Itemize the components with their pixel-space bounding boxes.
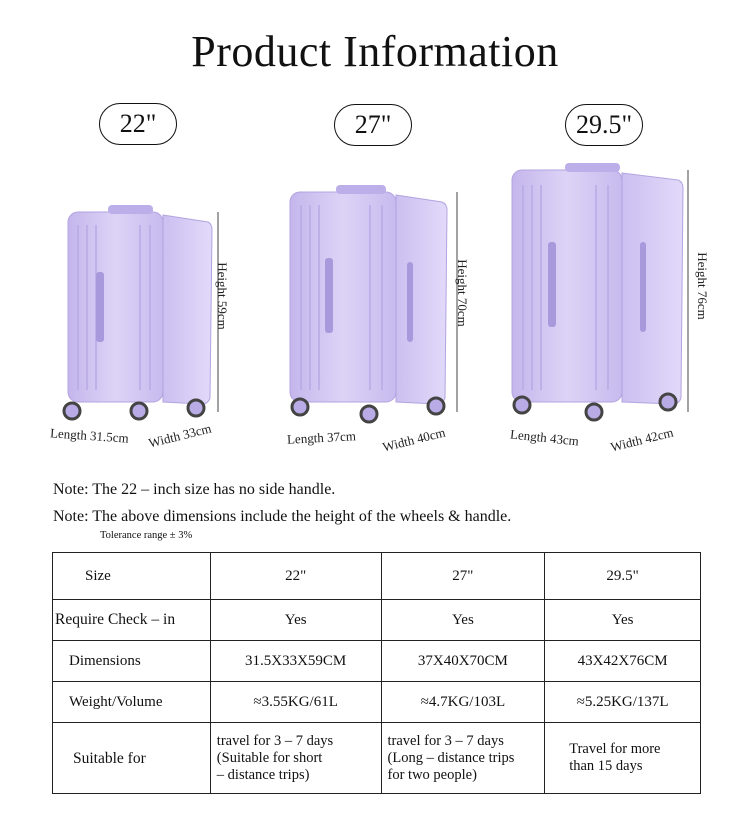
- case-27-length: Length 37cm: [286, 428, 357, 447]
- note-dimensions: Note: The above dimensions include the height of the wheels & handle.: [53, 508, 512, 525]
- suitable-line: travel for 3 – 7 days: [387, 732, 504, 749]
- table-cell: Yes: [381, 600, 545, 641]
- suitable-line: than 15 days: [569, 758, 643, 774]
- suitable-line: for two people): [387, 766, 477, 783]
- table-cell: 43X42X76CM: [545, 641, 701, 682]
- table-cell: ≈3.55KG/61L: [210, 682, 381, 723]
- luggage-27-image: [290, 185, 457, 422]
- size-badge-29-5: 29.5": [565, 104, 643, 146]
- table-cell: Yes: [210, 600, 381, 641]
- case-27-width: Width 40cm: [381, 424, 447, 455]
- case-29-5-length: Length 43cm: [509, 426, 580, 449]
- case-29-5-width: Width 42cm: [609, 424, 675, 455]
- table-cell: Yes: [545, 600, 701, 641]
- table-header-29-5: 29.5": [545, 553, 701, 600]
- case-27-height: Height 70cm: [454, 259, 470, 327]
- page-title: Product Information: [191, 27, 559, 76]
- luggage-29-5-image: [512, 163, 688, 420]
- row-label-suitable: Suitable for: [53, 723, 211, 794]
- table-header-row: [53, 553, 701, 600]
- table-cell: [210, 723, 381, 794]
- table-header-size: Size: [53, 553, 211, 600]
- suitable-line: – distance trips): [216, 766, 310, 783]
- suitable-line: (Suitable for short: [216, 749, 323, 766]
- row-label-weight-volume: Weight/Volume: [53, 682, 211, 723]
- size-badge-27: 27": [334, 104, 412, 146]
- case-22-height: Height 59cm: [214, 262, 230, 330]
- table-row: [53, 600, 701, 641]
- table-cell: 31.5X33X59CM: [210, 641, 381, 682]
- suitable-line: (Long – distance trips: [387, 749, 515, 766]
- table-cell: 37X40X70CM: [381, 641, 545, 682]
- row-label-check-in: Require Check – in: [53, 600, 211, 641]
- table-row: [53, 723, 701, 794]
- luggage-22-image: [64, 205, 218, 419]
- table-cell: [381, 723, 545, 794]
- case-22-length: Length 31.5cm: [49, 425, 130, 446]
- note-side-handle: Note: The 22 – inch size has no side handle.: [53, 481, 336, 498]
- table-row: [53, 682, 701, 723]
- suitable-line: travel for 3 – 7 days: [216, 732, 334, 749]
- table-header-27: 27": [381, 553, 545, 600]
- suitable-line: Travel for more: [569, 741, 661, 757]
- size-badge-22: 22": [99, 103, 177, 145]
- tolerance-note: Tolerance range ± 3%: [100, 530, 193, 541]
- row-label-dimensions: Dimensions: [53, 641, 211, 682]
- table-cell: ≈5.25KG/137L: [545, 682, 701, 723]
- case-22-width: Width 33cm: [147, 420, 213, 451]
- spec-table: [52, 552, 701, 794]
- table-header-22: 22": [210, 553, 381, 600]
- case-29-5-height: Height 76cm: [694, 252, 710, 320]
- table-cell: ≈4.7KG/103L: [381, 682, 545, 723]
- table-row: [53, 641, 701, 682]
- table-cell: [545, 723, 701, 794]
